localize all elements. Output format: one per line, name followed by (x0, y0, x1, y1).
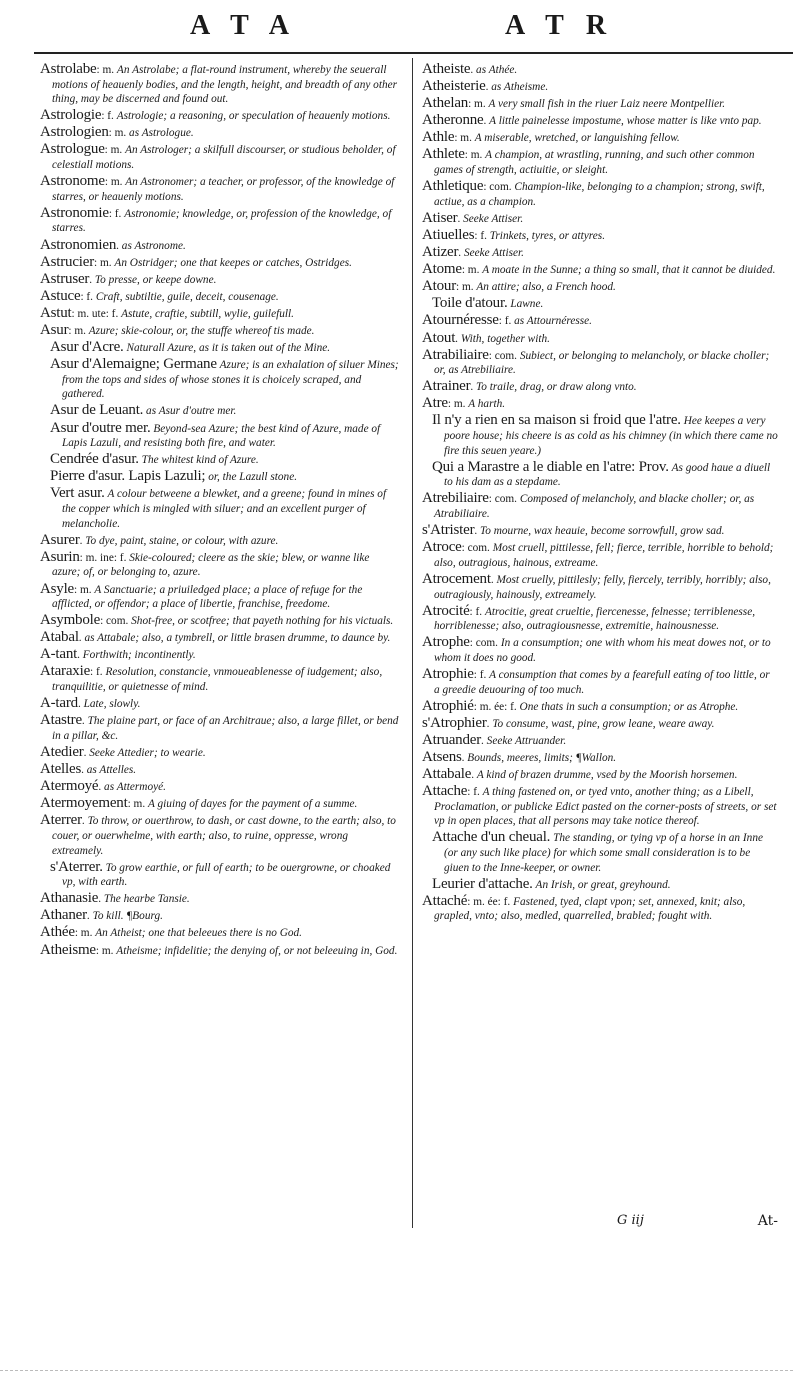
dictionary-entry (40, 779, 400, 795)
entry-grammar: : f. (469, 605, 483, 618)
dictionary-entry (40, 664, 400, 694)
entry-definition: A giuing of dayes for the payment of a summe. (147, 798, 358, 811)
entry-headword: Atrocement (422, 570, 491, 587)
entry-headword: Atrophié (422, 697, 474, 714)
dictionary-entry (40, 238, 400, 254)
entry-grammar: : m. (104, 176, 123, 189)
entry-definition: The hearbe Tansie. (103, 893, 190, 906)
dictionary-entry (422, 460, 778, 490)
dictionary-entry (40, 696, 400, 712)
entry-definition: Late, slowly. (83, 698, 141, 711)
entry-headword: Astronomien (40, 236, 117, 253)
entry-headword: s'Aterrer. (50, 858, 103, 875)
dictionary-entry (40, 943, 400, 959)
entry-headword: Aterrer (40, 812, 82, 829)
entry-headword: Asymbole (40, 612, 101, 629)
dictionary-entry (40, 469, 400, 485)
entry-definition: To traile, drag, or draw along vnto. (476, 381, 637, 394)
entry-definition: Atrocitie, great crueltie, fiercenesse, felnesse; terriblenesse, horriblenesse; also, outragiousnesse, extremitie, hainousnesse. (434, 605, 756, 633)
entry-definition: A little painelesse impostume, whose matter is like vnto pap. (489, 115, 762, 128)
entry-headword: Asur de Leuant. (50, 402, 144, 419)
dictionary-entry (40, 323, 400, 339)
dictionary-entry (40, 745, 400, 761)
dictionary-entry (40, 174, 400, 204)
entry-grammar: : m. (468, 98, 486, 111)
entry-grammar: : m. ine: f. (79, 551, 127, 564)
entry-headword: Atastre (40, 712, 82, 729)
entry-definition: A very small fish in the riuer Laiz neere Montpellier. (488, 98, 726, 111)
dictionary-entry (40, 813, 400, 858)
entry-headword: Atrainer (422, 378, 471, 395)
entry-headword: Attabale (422, 766, 472, 783)
dictionary-entry (40, 452, 400, 468)
entry-definition: Beyond-sea Azure; the best kind of Azure, made of Lapis Lazuli, and resisting both fire, and water. (62, 422, 381, 450)
entry-definition: To dye, paint, staine, or colour, with azure. (85, 534, 279, 547)
entry-grammar: . (485, 81, 489, 94)
entry-headword: Atroce (422, 539, 462, 556)
entry-grammar: : m. (127, 798, 146, 811)
entry-definition: A colour betweene a blewket, and a greene; found in mines of the copper which is mingled with siluer; and an excellent purger of melancholie. (62, 488, 387, 530)
entry-headword: Atrophie (422, 665, 474, 682)
dictionary-entry (40, 647, 400, 663)
entry-headword: Astronomie (40, 204, 109, 221)
entry-definition: To consume, wast, pine, grow leane, weare away. (492, 717, 715, 730)
dictionary-entry (422, 313, 778, 329)
dictionary-entry (40, 255, 400, 271)
entry-definition: as Attermoyé. (104, 781, 166, 794)
entry-headword: Atrophe (422, 634, 470, 651)
entry-definition: With, together with. (460, 332, 550, 345)
entry-grammar: : m. (454, 132, 472, 145)
entry-grammar: : m. (96, 64, 115, 76)
dictionary-entry (40, 796, 400, 812)
dictionary-entry (40, 357, 400, 402)
entry-headword: Astrucier (40, 253, 95, 270)
entry-headword: Atournéresse (422, 312, 499, 329)
entry-headword: A-tant (40, 646, 78, 663)
entry-headword: Atedier (40, 743, 84, 760)
entry-definition: Astute, craftie, subtill, wylie, guilefull. (121, 307, 294, 320)
dictionary-entry (422, 572, 778, 602)
entry-definition: An attire; also, a French hood. (476, 281, 616, 294)
entry-definition: Forthwith; incontinently. (82, 649, 196, 662)
dictionary-entry (40, 630, 400, 646)
dictionary-entry (40, 762, 400, 778)
entry-headword: Atheisterie (422, 78, 486, 95)
dictionary-entry (40, 62, 400, 107)
entry-definition: as Astrologue. (129, 127, 194, 140)
entry-definition: Astronomie; knowledge, or, profession of the knowledge, of starres. (52, 207, 392, 235)
entry-definition: Seeke Attruander. (486, 734, 567, 747)
entry-definition: as Atheisme. (491, 81, 549, 94)
entry-grammar: : m. (74, 927, 93, 940)
entry-grammar: : com. (488, 493, 517, 506)
dictionary-entry (40, 125, 400, 141)
dictionary-entry (422, 379, 778, 395)
entry-headword: Cendrée d'asur. (50, 451, 139, 468)
entry-definition: The standing, or tying vp of a horse in an Inne (or any such like place) for which some small consideration is to be giuen to the Inne-keeper, or owner. (444, 832, 763, 874)
dictionary-entry (422, 699, 778, 715)
dictionary-entry (422, 396, 778, 412)
dictionary-entry (422, 130, 778, 146)
entry-headword: Asur d'outre mer. (50, 419, 151, 436)
entry-grammar: : m. ée: f. (473, 700, 517, 713)
entry-definition: Shot-free, or scotfree; that payeth nothing for his victuals. (131, 615, 394, 628)
entry-grammar: : com. (469, 637, 499, 650)
dictionary-entry (40, 306, 400, 322)
entry-definition: A champion, at wrastling, running, and such other common games of strength, actiuitie, or sleight. (434, 149, 755, 177)
entry-headword: Athelan (422, 95, 469, 112)
entry-definition: To mourne, wax heauie, become sorrowfull, grow sad. (480, 525, 725, 538)
entry-headword: Asyle (40, 580, 74, 597)
left-column (40, 62, 400, 960)
entry-grammar: . (81, 764, 84, 777)
entry-grammar: . (79, 534, 83, 547)
entry-definition: To grow earthie, or full of earth; to be ouergrowne, or choaked vp, with earth. (62, 861, 391, 889)
entry-definition: To presse, or keepe downe. (94, 273, 217, 286)
dictionary-entry (422, 733, 778, 749)
entry-headword: Asurin (40, 548, 80, 565)
entry-grammar: . (461, 751, 465, 764)
entry-definition: One thats in such a consumption; or as Atrophe. (519, 700, 739, 713)
running-header-left: ATA (190, 10, 311, 41)
entry-grammar: . (481, 734, 484, 747)
entry-headword: Pierre d'asur. Lapis Lazuli; (50, 468, 206, 485)
entry-headword: Astrologie (40, 107, 102, 124)
entry-headword: Atelles (40, 761, 82, 778)
dictionary-entry (40, 891, 400, 907)
entry-grammar: : f. (467, 786, 480, 799)
dictionary-entry (422, 413, 778, 458)
entry-grammar: . (474, 525, 478, 538)
entry-definition: Astrologie; a reasoning, or speculation of heauenly motions. (116, 110, 391, 123)
catchword: At- (757, 1213, 778, 1229)
entry-grammar: . (458, 247, 462, 260)
entry-definition: Fastened, tyed, clapt vpon; set, annexed, knit; also, grapled, vnto; also, medled, quarrelled, brabled; fought with. (434, 895, 746, 923)
entry-definition: An Irish, or great, greyhound. (535, 878, 671, 891)
entry-headword: Atabal (40, 629, 79, 646)
dictionary-entry (40, 272, 400, 288)
entry-grammar: . (483, 115, 487, 128)
entry-definition: Lawne. (510, 298, 544, 311)
entry-definition: Naturall Azure, as it is taken out of the Mine. (126, 342, 331, 355)
entry-grammar: . (77, 698, 81, 711)
entry-headword: Athanasie (40, 890, 99, 907)
entry-headword: Attache (422, 783, 468, 800)
entry-headword: Asur d'Acre. (50, 339, 124, 356)
dictionary-entry (422, 604, 778, 634)
entry-definition: as Athée. (476, 64, 518, 76)
entry-grammar: . (86, 910, 90, 923)
entry-headword: Astruser (40, 270, 90, 287)
entry-definition: An Ostridger; one that keepes or catches, Ostridges. (114, 256, 352, 269)
entry-headword: Atiuelles (422, 226, 475, 243)
entry-definition: Seeke Attiser. (463, 212, 524, 225)
dictionary-entry (40, 550, 400, 580)
entry-grammar: : m. (447, 398, 466, 411)
dictionary-entry (40, 108, 400, 124)
dictionary-entry (40, 421, 400, 451)
entry-definition: Resolution, constancie, vnmoueablenesse of iudgement; also, tranquilitie, or quietnesse of mind. (52, 666, 383, 694)
entry-definition: as Asur d'outre mer. (146, 405, 237, 418)
entry-definition: The plaine part, or face of an Architraue; also, a large fillet, or bend in a pillar, &c. (52, 715, 399, 742)
dictionary-entry (422, 245, 778, 261)
entry-grammar: : f. (473, 668, 487, 681)
entry-grammar: : f. (80, 290, 94, 303)
entry-grammar: . (77, 649, 80, 662)
entry-headword: Atour (422, 278, 456, 295)
column-divider (412, 58, 413, 1228)
entry-headword: Vert asur. (50, 485, 105, 502)
entry-headword: Atheisme (40, 941, 96, 958)
entry-grammar: . (455, 332, 458, 345)
entry-grammar: . (89, 273, 93, 286)
entry-definition: A consumption that comes by a fearefull eating of too little, or a greedie deuouring of too much. (434, 668, 770, 696)
entry-grammar: : f. (498, 315, 512, 328)
entry-grammar: . (486, 717, 490, 730)
entry-headword: Atheronne (422, 112, 484, 129)
entry-definition: Craft, subtiltie, guile, deceit, cousenage. (95, 290, 279, 303)
entry-headword: s'Atrister (422, 522, 475, 539)
dictionary-entry (422, 147, 778, 177)
entry-headword: Astrolabe (40, 61, 97, 77)
entry-headword: Atermoyé (40, 778, 99, 795)
entry-grammar: . (490, 573, 494, 586)
entry-grammar: : com. (483, 181, 512, 194)
entry-headword: Atome (422, 261, 462, 278)
entry-grammar: . (83, 746, 87, 759)
dictionary-entry (40, 925, 400, 941)
entry-headword: Leurier d'attache. (432, 875, 533, 892)
entry-grammar: . (457, 212, 461, 225)
dictionary-entry (422, 262, 778, 278)
dictionary-entry (40, 613, 400, 629)
right-column (422, 62, 778, 925)
entry-grammar: . (81, 715, 85, 728)
dictionary-entry (40, 340, 400, 356)
entry-definition: or, the Lazull stone. (208, 471, 298, 484)
entry-headword: s'Atrophier (422, 714, 487, 731)
dictionary-entry (40, 486, 400, 531)
entry-definition: Most cruell, pittilesse, fell; fierce, terrible, horrible to behold; also, outragious, hainous, extreame. (434, 542, 774, 569)
entry-headword: A-tard (40, 695, 78, 712)
entry-definition: Atheisme; infidelitie; the denying of, or not beleeuing in, God. (116, 944, 398, 957)
entry-definition: Skie-coloured; cleere as the skie; blew, or wanne like azure; of, or belonging to, azure. (52, 551, 370, 579)
entry-grammar: : m. (74, 583, 92, 596)
entry-grammar: : m. ée: f. (467, 895, 511, 908)
entry-grammar: : m. (456, 281, 474, 294)
dictionary-entry (422, 348, 778, 378)
dictionary-entry (422, 540, 778, 570)
entry-definition: A moate in the Sunne; a thing so small, that it cannot be diuided. (482, 264, 776, 277)
dictionary-entry (422, 877, 778, 893)
entry-headword: Astuce (40, 287, 81, 304)
entry-definition: A Sanctuarie; a priuiledged place; a place of refuge for the afflicted, or offendor; a place of libertie, franchise, freedome. (52, 583, 363, 611)
dictionary-entry (422, 894, 778, 924)
entry-definition: Hee keepes a very poore house; his cheere is as cold as his chimney (in which there came no fire this seuen yeare.) (444, 415, 778, 457)
dictionary-entry (422, 716, 778, 732)
entry-grammar: : f. (474, 229, 487, 242)
entry-definition: Seeke Attiser. (463, 247, 524, 260)
signature-mark: G iij (617, 1213, 644, 1228)
entry-headword: Il n'y a rien en sa maison si froid que l'atre. (432, 412, 681, 429)
dictionary-entry (422, 228, 778, 244)
entry-definition: Seeke Attedier; to wearie. (89, 746, 206, 759)
dictionary-entry (422, 296, 778, 312)
entry-headword: Atrocité (422, 602, 470, 619)
entry-grammar: : com. (100, 615, 129, 628)
entry-definition: An Atheist; one that beleeues there is no God. (95, 927, 302, 940)
dictionary-entry (40, 403, 400, 419)
entry-headword: Athée (40, 924, 75, 941)
entry-definition: An Astronomer; a teacher, or professor, of the knowledge of starres, or heauenly motions. (52, 176, 395, 203)
entry-grammar: . (470, 381, 474, 394)
entry-headword: Atermoyement (40, 795, 128, 812)
entry-grammar: . (116, 239, 119, 252)
entry-headword: Athletique (422, 178, 484, 195)
entry-definition: To throw, or ouerthrow, to dash, or cast downe, to the earth; also, to couer, or ouerwhelme, with earth; also, to ruine, oppresse, wrong extreamely. (52, 815, 396, 857)
entry-definition: as Attournéresse. (514, 315, 592, 328)
dictionary-entry (422, 667, 778, 697)
entry-definition: as Attelles. (86, 764, 137, 777)
dictionary-entry (422, 179, 778, 209)
entry-definition: Bounds, meeres, limits; ¶Wallon. (467, 751, 617, 764)
entry-headword: Atre (422, 395, 448, 412)
dictionary-entry (422, 211, 778, 227)
dictionary-entry (422, 79, 778, 95)
entry-definition: An Astrologer; a skilfull discourser, or studious beholder, of celestiall motions. (52, 144, 396, 172)
entry-headword: Ataraxie (40, 663, 91, 680)
entry-grammar: : m. (461, 264, 480, 277)
entry-grammar: : m. (108, 127, 127, 140)
entry-definition: As good haue a diuell to his dam as a stepdame. (444, 461, 771, 489)
entry-headword: Qui a Marastre a le diable en l'atre: Prov. (432, 458, 669, 475)
entry-grammar: : f. (101, 110, 114, 123)
dictionary-entry (422, 784, 778, 829)
dictionary-entry (422, 491, 778, 521)
entry-grammar: : com. (488, 349, 517, 362)
entry-definition: An Astrolabe; a flat-round instrument, whereby the seuerall motions of heauenly bodies, and the length, height, and breadth of any other thing, may be discerned and found out. (52, 64, 398, 106)
entry-headword: Astrologien (40, 124, 109, 141)
entry-headword: Atout (422, 329, 456, 346)
entry-grammar: : com. (461, 542, 490, 555)
entry-grammar: : m. (104, 144, 123, 157)
dictionary-entry (40, 860, 400, 890)
entry-headword: Toile d'atour. (432, 295, 508, 312)
entry-grammar: : m. ute: f. (71, 307, 119, 320)
entry-definition: A kind of brazen drumme, vsed by the Moorish horsemen. (476, 769, 738, 782)
entry-headword: Asurer (40, 531, 80, 548)
dictionary-entry (422, 523, 778, 539)
dictionary-entry (422, 635, 778, 665)
entry-headword: Asur (40, 322, 69, 338)
entry-definition: as Attabale; also, a tymbrell, or little brasen drumme, to daunce by. (84, 632, 391, 645)
dictionary-entry (422, 767, 778, 783)
entry-headword: Astronome (40, 173, 105, 190)
entry-headword: Atrabiliaire (422, 346, 489, 363)
dictionary-entry (40, 289, 400, 305)
entry-headword: Astrologue (40, 141, 105, 158)
entry-definition: Composed of melancholy, and blacke choller; or, as Atrabiliaire. (434, 493, 755, 521)
entry-grammar: : m. (68, 325, 86, 337)
entry-definition: To kill. ¶Bourg. (92, 910, 163, 923)
running-header-right: ATR (505, 10, 629, 41)
bottom-rule (0, 1370, 793, 1371)
running-headers (0, 10, 793, 50)
entry-definition: A thing fastened on, or tyed vnto, another thing; as a Libell, Proclamation, or publicke Edict pasted on the corner-posts of streets, or set vp in open places, that all persons may take notice thereof. (434, 786, 777, 828)
dictionary-entry (40, 582, 400, 612)
entry-headword: Atizer (422, 244, 459, 261)
dictionary-entry (40, 206, 400, 236)
entry-definition: as Astronome. (121, 239, 186, 252)
entry-grammar: . (471, 769, 475, 782)
entry-headword: Attaché (422, 892, 468, 909)
entry-grammar: : m. (94, 256, 112, 269)
entry-headword: Atruander (422, 731, 482, 748)
page-footer (422, 1213, 778, 1233)
entry-definition: Trinkets, tyres, or attyres. (489, 229, 606, 242)
entry-headword: Atheiste (422, 61, 471, 77)
header-rule (34, 52, 793, 54)
entry-definition: Azure; skie-colour, or, the stuffe whereof tis made. (88, 325, 315, 337)
dictionary-entry (40, 533, 400, 549)
entry-definition: Most cruelly, pittilesly; felly, fiercely, terribly, horribly; also, outragiously, hainously, extreamely. (434, 573, 771, 601)
dictionary-entry (422, 331, 778, 347)
entry-grammar: . (81, 815, 85, 828)
dictionary-entry (422, 62, 778, 78)
entry-headword: Athle (422, 129, 455, 146)
entry-headword: Athaner (40, 907, 87, 924)
entry-headword: Attache d'un cheual. (432, 829, 551, 846)
entry-definition: Champion-like, belonging to a champion; strong, swift, actiue, as a champion. (434, 181, 765, 208)
entry-definition: Subiect, or belonging to melancholy, or blacke choller; or, as Atrebiliaire. (434, 349, 770, 377)
dictionary-entry (422, 750, 778, 766)
entry-grammar: . (470, 64, 474, 76)
entry-headword: Atiser (422, 209, 458, 226)
entry-definition: The whitest kind of Azure. (141, 454, 259, 467)
entry-headword: Atsens (422, 748, 462, 765)
entry-definition: A miserable, wretched, or languishing fellow. (474, 132, 680, 145)
dictionary-entry (422, 830, 778, 875)
dictionary-entry (40, 713, 400, 743)
dictionary-entry (422, 113, 778, 129)
entry-definition: A harth. (468, 398, 506, 411)
entry-grammar: : m. (95, 944, 114, 957)
entry-headword: Athlete (422, 146, 465, 163)
dictionary-entry (422, 279, 778, 295)
entry-definition: Azure; is an exhalation of siluer Mines; from the tops and sides of whose stones it is choicely scraped, and gathered. (62, 359, 399, 401)
dictionary-entry (40, 142, 400, 172)
entry-definition: In a consumption; one with whom his meat dowes not, or to whom it does no good. (434, 637, 771, 664)
entry-grammar: . (78, 632, 82, 645)
entry-grammar: : f. (90, 666, 103, 679)
entry-headword: Atrebiliaire (422, 490, 489, 507)
entry-headword: Asur d'Alemaigne; Germane (50, 356, 217, 373)
entry-grammar: . (98, 781, 102, 794)
dictionary-entry (40, 908, 400, 924)
entry-grammar: : m. (464, 149, 483, 162)
entry-grammar: : f. (108, 207, 122, 220)
entry-grammar: . (98, 893, 102, 906)
entry-headword: Astut (40, 304, 72, 321)
dictionary-entry (422, 96, 778, 112)
